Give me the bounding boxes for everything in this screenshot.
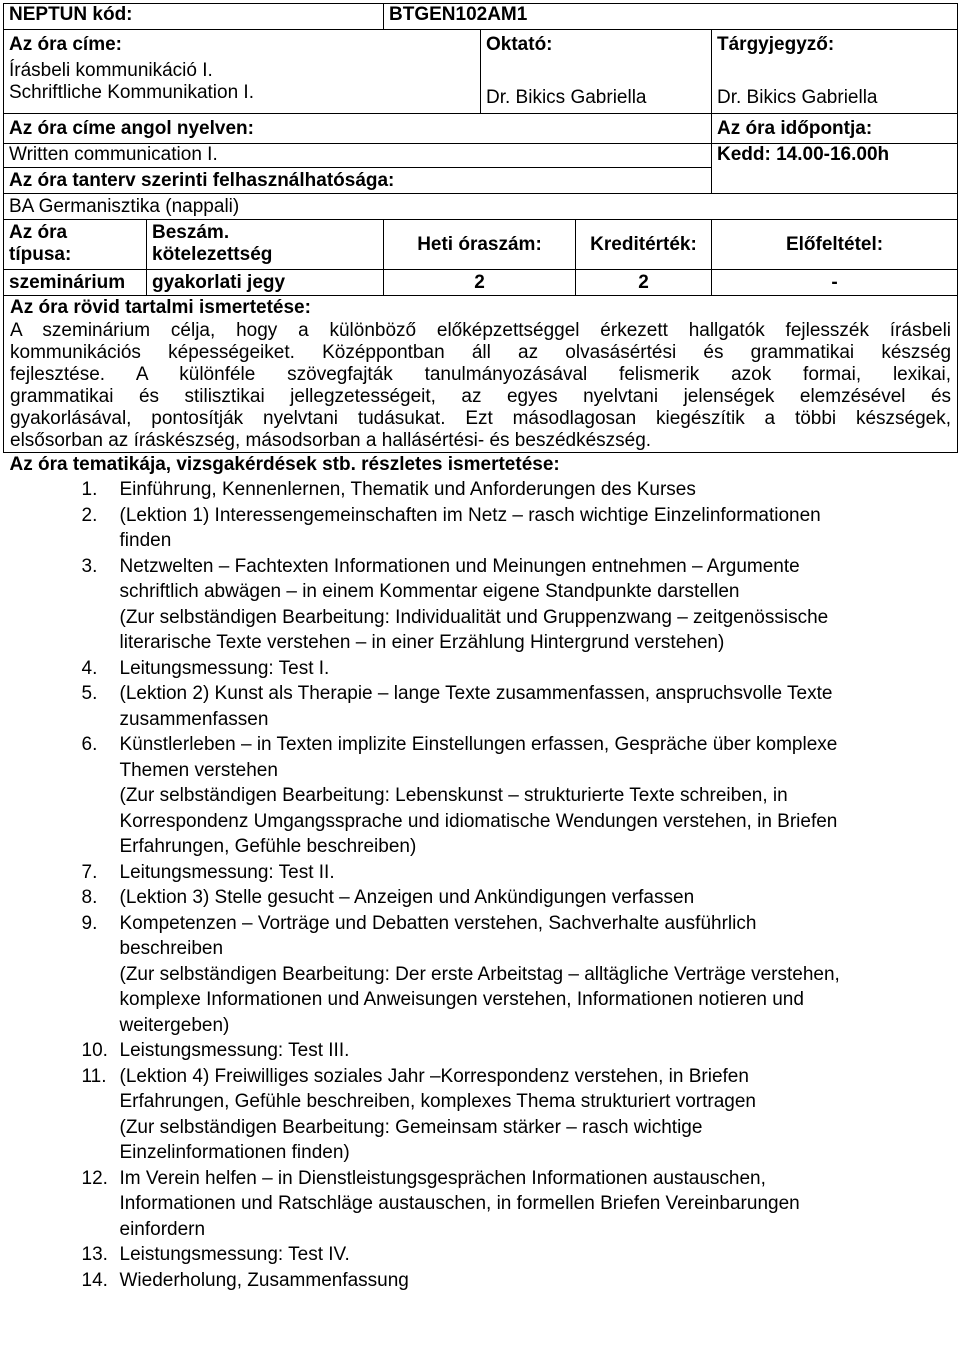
topic-item <box>10 885 952 911</box>
course-title-values <box>4 60 481 114</box>
neptun-code: BTGEN102AM1 <box>384 4 958 30</box>
topic-number: 2. <box>81 504 98 526</box>
topic-item <box>10 1038 952 1064</box>
topic-line: Netzwelten – Fachtexten Informationen und Meinungen entnehmen – Argumente <box>119 555 800 577</box>
topic-item <box>10 503 952 554</box>
topic-item <box>10 681 952 732</box>
summary-section <box>4 296 958 453</box>
requirement-label: Beszám. kötelezettség <box>147 220 384 270</box>
topic-item <box>10 1268 952 1294</box>
topic-item <box>10 732 952 860</box>
topic-line: literarische Texte verstehen – in einer Erzählung Hintergrund verstehen) <box>119 632 725 653</box>
topic-number: 9. <box>81 912 98 934</box>
summary-line: A szeminárium célja, hogy a különböző előképzettséggel érkezett hallgatók fejlesszék írásbeli <box>10 320 952 341</box>
topic-line: Informationen und Ratschläge austauschen, in formellen Briefen Vereinbarungen <box>119 1193 800 1214</box>
english-title-label-row <box>4 114 958 144</box>
topic-line: (Zur selbständigen Bearbeitung: Individualität und Gruppenzwang – zeitgenössische <box>119 606 829 628</box>
time-label: Az óra időpontja: <box>712 114 958 144</box>
topic-list <box>10 477 952 1293</box>
weekly-hours-value: 2 <box>384 270 576 296</box>
usability-label: Az óra tanterv szerinti felhasználhatósága: <box>4 168 712 194</box>
instructor-name: Dr. Bikics Gabriella <box>481 60 712 114</box>
topic-line: Künstlerleben – in Texten implizite Einstellungen erfassen, Gespräche über komplexe <box>119 734 838 755</box>
instructor-label: Oktató: <box>481 30 712 60</box>
course-type-value: szeminárium <box>4 270 147 296</box>
registrar-name: Dr. Bikics Gabriella <box>712 60 958 114</box>
summary-line: grammatikai és stilisztikai jellegzetességeit, az egyes nyelvtani jelenségek elemzésével és <box>10 386 952 407</box>
topic-number: 12. <box>81 1167 108 1189</box>
summary-text <box>10 320 951 452</box>
topics-label: Az óra tematikája, vizsgakérdések stb. részletes ismertetése: <box>9 454 560 475</box>
topic-line: Themen verstehen <box>119 759 278 781</box>
topic-number: 4. <box>81 657 98 679</box>
topic-item <box>10 554 952 656</box>
neptun-label: NEPTUN kód: <box>4 4 384 30</box>
english-title: Written communication I. <box>4 144 712 168</box>
neptun-row <box>4 4 958 30</box>
topics-row <box>4 453 958 1294</box>
topic-number: 14. <box>81 1269 108 1291</box>
course-title-label: Az óra címe: <box>4 30 481 60</box>
topic-line: (Zur selbständigen Bearbeitung: Gemeinsam stärker – rasch wichtige <box>119 1116 703 1138</box>
topic-number: 6. <box>81 734 98 755</box>
topic-item <box>10 1064 952 1166</box>
summary-line: gyakorlásával, pontosítják nyelvtani tudásukat. Ezt másodlagosan kiegészítik a többi készségek, <box>10 408 952 429</box>
topic-line: (Lektion 4) Freiwilliges soziales Jahr –Korrespondenz verstehen, in Briefen <box>119 1065 749 1087</box>
topic-line: einfordern <box>119 1218 206 1240</box>
registrar-label: Tárgyjegyző: <box>712 30 958 60</box>
topic-line: Wiederholung, Zusammenfassung <box>119 1269 409 1291</box>
topic-line: komplexe Informationen und Anweisungen verstehen, Informationen notieren und <box>119 989 804 1010</box>
topic-line: Leitungsmessung: Test I. <box>119 657 330 679</box>
topic-number: 10. <box>81 1040 108 1061</box>
prerequisite-value: - <box>712 270 958 296</box>
course-time: Kedd: 14.00-16.00h <box>712 144 958 168</box>
english-title-row <box>4 144 958 168</box>
topic-line: (Zur selbständigen Bearbeitung: Der erste Arbeitstag – alltägliche Verträge verstehen, <box>119 963 840 985</box>
topic-line: zusammenfassen <box>119 708 269 730</box>
summary-line: kommunikációs képességeiket. Középpontban áll az olvasásértési és grammatikai készség <box>10 342 952 363</box>
topic-line: Einzelinformationen finden) <box>119 1142 350 1163</box>
topic-line: (Lektion 3) Stelle gesucht – Anzeigen und Ankündigungen verfassen <box>119 887 695 908</box>
summary-label: Az óra rövid tartalmi ismertetése: <box>10 297 311 318</box>
topic-line: beschreiben <box>119 938 224 959</box>
topics-section <box>4 453 958 1294</box>
topic-line: schriftlich abwägen – in einem Kommentar eigene Standpunkte darstellen <box>119 581 740 602</box>
topic-line: weitergeben) <box>119 1014 230 1036</box>
course-type-label-row <box>4 220 958 270</box>
title-label-row <box>4 30 958 60</box>
english-title-label: Az óra címe angol nyelven: <box>4 114 712 144</box>
topic-line: Leistungsmessung: Test III. <box>119 1040 350 1061</box>
course-type-value-row <box>4 270 958 296</box>
summary-row <box>4 296 958 453</box>
topic-number: 13. <box>81 1244 108 1265</box>
course-title-de: Schriftliche Kommunikation I. <box>9 81 254 103</box>
usability-value: BA Germanisztika (nappali) <box>4 194 958 220</box>
topic-number: 1. <box>81 479 98 500</box>
topic-line: finden <box>119 530 172 551</box>
topic-item <box>10 1242 952 1268</box>
topic-number: 3. <box>81 555 98 577</box>
topic-line: (Zur selbständigen Bearbeitung: Lebenskunst – strukturierte Texte schreiben, in <box>119 785 788 806</box>
topic-line: Leistungsmessung: Test IV. <box>119 1244 350 1265</box>
syllabus-form-table <box>3 3 958 1293</box>
topic-item <box>10 477 952 503</box>
usability-row <box>4 194 958 220</box>
prerequisite-label: Előfeltétel: <box>712 220 958 270</box>
topic-line: Leitungsmessung: Test II. <box>119 861 335 883</box>
usability-label-row <box>4 168 958 194</box>
summary-line: elsősorban az íráskészség, másodsorban a hallásértési- és beszédkészség. <box>10 430 652 451</box>
topic-line: (Lektion 2) Kunst als Therapie – lange Texte zusammenfassen, anspruchsvolle Texte <box>119 683 833 704</box>
topic-item <box>10 911 952 1039</box>
title-value-row <box>4 60 958 114</box>
topic-number: 11. <box>81 1065 107 1087</box>
topic-line: Erfahrungen, Gefühle beschreiben) <box>119 836 417 857</box>
topic-line: Einführung, Kennenlernen, Thematik und Anforderungen des Kurses <box>119 479 696 500</box>
topic-line: Kompetenzen – Vorträge und Debatten verstehen, Sachverhalte ausführlich <box>119 912 757 934</box>
summary-line: fejlesztése. A különféle szövegfajták tanulmányozásával felismerik azok formai, lexikai, <box>10 364 952 385</box>
credits-label: Kreditérték: <box>576 220 712 270</box>
credits-value: 2 <box>576 270 712 296</box>
topic-number: 7. <box>81 861 98 883</box>
topic-number: 8. <box>81 887 98 908</box>
topic-number: 5. <box>81 683 98 704</box>
course-type-label: Az óra típusa: <box>4 220 147 270</box>
requirement-value: gyakorlati jegy <box>147 270 384 296</box>
topic-line: (Lektion 1) Interessengemeinschaften im Netz – rasch wichtige Einzelinformationen <box>119 504 821 526</box>
topic-item <box>10 656 952 682</box>
weekly-hours-label: Heti óraszám: <box>384 220 576 270</box>
topic-item <box>10 860 952 886</box>
topic-line: Korrespondenz Umgangssprache und idiomatische Wendungen verstehen, in Briefen <box>119 810 838 832</box>
topic-line: Erfahrungen, Gefühle beschreiben, komplexes Thema strukturiert vortragen <box>119 1091 756 1112</box>
topic-item <box>10 1166 952 1243</box>
course-title-hu: Írásbeli kommunikáció I. <box>9 59 213 81</box>
topic-line: Im Verein helfen – in Dienstleistungsgesprächen Informationen austauschen, <box>119 1167 766 1189</box>
